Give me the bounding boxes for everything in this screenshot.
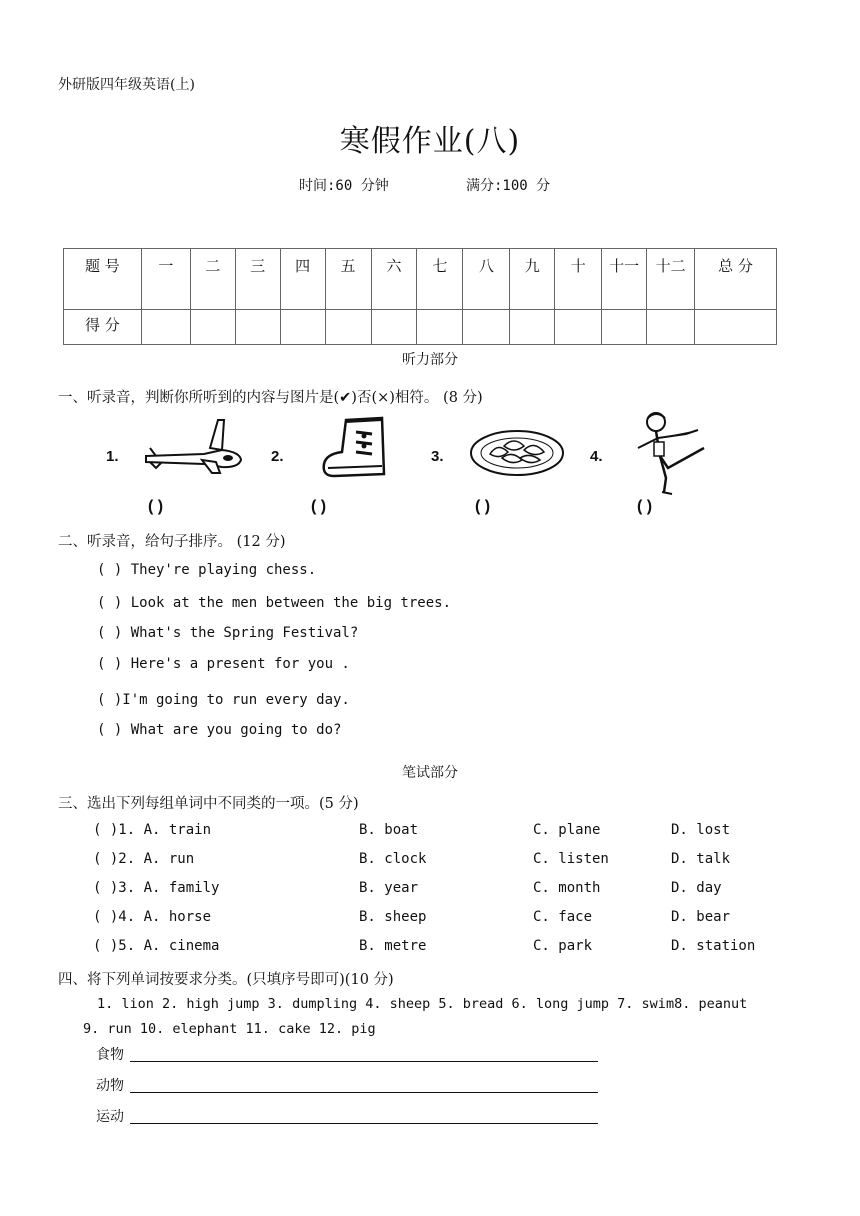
q4-word-list-line-2: 9. run 10. elephant 11. cake 12. pig xyxy=(83,1021,376,1037)
col-8: 八 xyxy=(463,249,510,310)
score-cell[interactable] xyxy=(417,310,463,345)
q3-row-4-b: B. sheep xyxy=(359,909,427,925)
dancing-girl-icon xyxy=(628,408,712,498)
col-2: 二 xyxy=(190,249,235,310)
q2-sentence-5: ( )I'm going to run every day. xyxy=(97,692,350,708)
q3-row-5-lead: ( )5. A. cinema xyxy=(93,938,220,954)
q4-word-list-line-1: 1. lion 2. high jump 3. dumpling 4. sheep 5. bread 6. long jump 7. swim8. peanut xyxy=(97,996,748,1012)
q3-row-2-d: D. talk xyxy=(671,851,731,867)
q3-row-5-d: D. station xyxy=(671,938,756,954)
item-2-number: 2. xyxy=(271,448,284,465)
item-4-number: 4. xyxy=(590,448,603,465)
question-number-label: 题 号 xyxy=(64,249,142,310)
q3-row-5-c: C. park xyxy=(533,938,593,954)
question-3-heading: 三、选出下列每组单词中不同类的一项。(5 分) xyxy=(58,796,359,812)
q3-row-4-lead: ( )4. A. horse xyxy=(93,909,212,925)
full-score: 满分:100 分 xyxy=(466,178,551,194)
plane-icon xyxy=(142,418,244,474)
score-cell[interactable] xyxy=(141,310,190,345)
score-cell[interactable] xyxy=(325,310,371,345)
q3-row-1-c: C. plane xyxy=(533,822,601,838)
listening-section-title: 听力部分 xyxy=(402,352,458,368)
question-1-heading: 一、听录音，判断你所听到的内容与图片是(✔)否(×)相符。 (8 分) xyxy=(58,390,483,406)
q2-sentence-6: ( ) What are you going to do? xyxy=(97,722,342,738)
q3-row-1-lead: ( )1. A. train xyxy=(93,822,212,838)
item-3-number: 3. xyxy=(431,448,444,465)
q2-sentence-1: ( ) They're playing chess. xyxy=(97,562,317,578)
col-12: 十二 xyxy=(647,249,695,310)
question-4-heading: 四、将下列单词按要求分类。(只填序号即可)(10 分) xyxy=(58,972,394,988)
score-table-score-row xyxy=(64,310,777,345)
score-label: 得 分 xyxy=(64,310,142,345)
col-total: 总 分 xyxy=(695,249,777,310)
col-9: 九 xyxy=(510,249,555,310)
item-1-answer-blank[interactable]: ( ) xyxy=(148,498,164,515)
score-cell-total[interactable] xyxy=(695,310,777,345)
col-3: 三 xyxy=(235,249,280,310)
q3-row-5-b: B. metre xyxy=(359,938,427,954)
q2-sentence-2: ( ) Look at the men between the big trees. xyxy=(97,595,452,611)
col-1: 一 xyxy=(141,249,190,310)
q3-row-4-d: D. bear xyxy=(671,909,731,925)
item-3-answer-blank[interactable]: ( ) xyxy=(475,498,491,515)
item-4-answer-blank[interactable]: ( ) xyxy=(637,498,653,515)
score-cell[interactable] xyxy=(190,310,235,345)
item-1-number: 1. xyxy=(106,448,119,465)
category-sport-label: 运动 xyxy=(96,1109,124,1125)
q3-row-1-b: B. boat xyxy=(359,822,419,838)
score-table-header-row xyxy=(64,249,777,310)
q3-row-4-c: C. face xyxy=(533,909,593,925)
book-label: 外研版四年级英语(上) xyxy=(58,77,195,93)
q2-sentence-3: ( ) What's the Spring Festival? xyxy=(97,625,359,641)
col-5: 五 xyxy=(325,249,371,310)
score-cell[interactable] xyxy=(510,310,555,345)
col-10: 十 xyxy=(555,249,602,310)
col-11: 十一 xyxy=(602,249,647,310)
score-cell[interactable] xyxy=(463,310,510,345)
question-2-heading: 二、听录音，给句子排序。 (12 分) xyxy=(58,534,286,550)
dumplings-plate-icon xyxy=(468,428,566,478)
item-2-answer-blank[interactable]: ( ) xyxy=(311,498,327,515)
col-6: 六 xyxy=(371,249,417,310)
q3-row-3-lead: ( )3. A. family xyxy=(93,880,220,896)
category-animal-label: 动物 xyxy=(96,1078,124,1094)
col-7: 七 xyxy=(417,249,463,310)
category-food-answer-line[interactable] xyxy=(130,1061,598,1062)
col-4: 四 xyxy=(280,249,325,310)
q3-row-3-c: C. month xyxy=(533,880,601,896)
category-food-label: 食物 xyxy=(96,1047,124,1063)
q3-row-1-d: D. lost xyxy=(671,822,731,838)
category-animal-answer-line[interactable] xyxy=(130,1092,598,1093)
score-table xyxy=(63,248,777,345)
category-sport-answer-line[interactable] xyxy=(130,1123,598,1124)
q2-sentence-4: ( ) Here's a present for you . xyxy=(97,656,350,672)
written-section-title: 笔试部分 xyxy=(402,765,458,781)
score-cell[interactable] xyxy=(602,310,647,345)
score-cell[interactable] xyxy=(647,310,695,345)
q3-row-3-b: B. year xyxy=(359,880,419,896)
q3-row-2-lead: ( )2. A. run xyxy=(93,851,195,867)
q3-row-2-c: C. listen xyxy=(533,851,609,867)
score-cell[interactable] xyxy=(235,310,280,345)
score-cell[interactable] xyxy=(555,310,602,345)
page-title: 寒假作业(八) xyxy=(339,124,521,159)
time-limit: 时间:60 分钟 xyxy=(299,178,389,194)
score-cell[interactable] xyxy=(371,310,417,345)
q3-row-3-d: D. day xyxy=(671,880,722,896)
score-cell[interactable] xyxy=(280,310,325,345)
q3-row-2-b: B. clock xyxy=(359,851,427,867)
boot-icon xyxy=(320,414,392,480)
